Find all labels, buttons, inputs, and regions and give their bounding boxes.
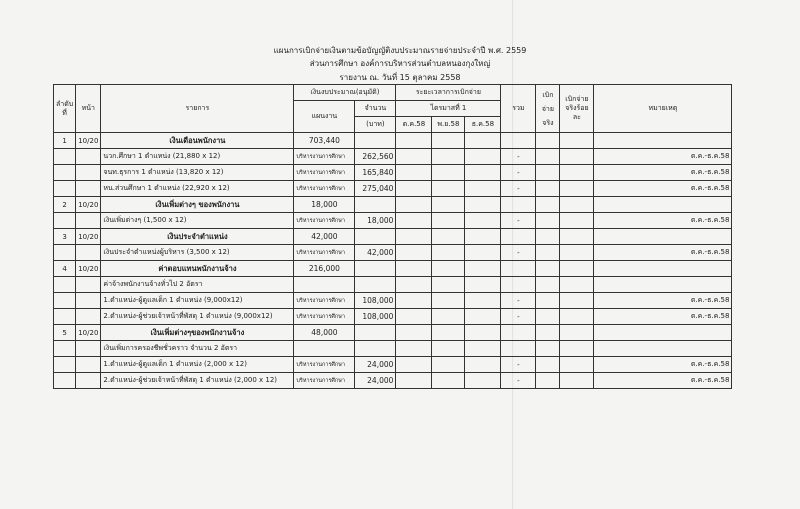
- cell-page: 10/20: [76, 197, 101, 213]
- cell-page: [76, 277, 101, 293]
- cell-total: [501, 325, 536, 341]
- cell-nov: [432, 133, 465, 149]
- cell-oct: [396, 341, 432, 357]
- cell-seq: [54, 181, 76, 197]
- cell-dec: [465, 325, 501, 341]
- cell-total: -: [501, 309, 536, 325]
- cell-plan: บริหารงานการศึกษา: [294, 293, 355, 309]
- cell-plan: [294, 341, 355, 357]
- cell-page: 10/20: [76, 229, 101, 245]
- table-row: [54, 293, 732, 309]
- cell-amount: [355, 229, 396, 245]
- cell-amount: 108,000: [355, 293, 396, 309]
- cell-page: [76, 309, 101, 325]
- cell-actual: [536, 325, 560, 341]
- section-row: [54, 197, 732, 213]
- cell-oct: [396, 181, 432, 197]
- cell-item: เงินประจำตำแหน่งผู้บริหาร (3,500 x 12): [101, 245, 294, 261]
- cell-actual: [536, 277, 560, 293]
- cell-item: 1.ตำแหน่ง-ผู้ดูแลเด็ก 1 ตำแหน่ง (9,000x12): [101, 293, 294, 309]
- cell-seq: [54, 165, 76, 181]
- cell-total: [501, 277, 536, 293]
- header-month-nov: พ.ย.58: [432, 117, 465, 133]
- cell-dec: [465, 261, 501, 277]
- header-quarter: ไตรมาสที่ 1: [396, 101, 501, 117]
- cell-total: -: [501, 357, 536, 373]
- cell-percent: [560, 277, 594, 293]
- cell-oct: [396, 357, 432, 373]
- cell-dec: [465, 133, 501, 149]
- cell-remark: ต.ค.-ธ.ค.58: [594, 293, 732, 309]
- cell-nov: [432, 197, 465, 213]
- cell-dec: [465, 277, 501, 293]
- cell-dec: [465, 149, 501, 165]
- section-row: [54, 325, 732, 341]
- cell-actual: [536, 373, 560, 389]
- cell-dec: [465, 213, 501, 229]
- cell-percent: [560, 165, 594, 181]
- cell-actual: [536, 149, 560, 165]
- cell-total: -: [501, 245, 536, 261]
- cell-item: เงินเพิ่มต่างๆของพนักงานจ้าง: [101, 325, 294, 341]
- cell-item: เงินเพิ่มการครองชีพชั่วคราว จำนวน 2 อัตรา: [101, 341, 294, 357]
- report-date: รายงาน ณ. วันที่ 15 ตุลาคม 2558: [339, 73, 461, 82]
- cell-actual: [536, 245, 560, 261]
- cell-remark: [594, 197, 732, 213]
- cell-dec: [465, 165, 501, 181]
- cell-oct: [396, 277, 432, 293]
- cell-actual: [536, 181, 560, 197]
- cell-percent: [560, 149, 594, 165]
- header-percent: เบิกจ่ายจริงร้อยละ: [560, 85, 594, 133]
- section-row: [54, 133, 732, 149]
- cell-oct: [396, 325, 432, 341]
- cell-amount: 165,840: [355, 165, 396, 181]
- cell-page: 10/20: [76, 133, 101, 149]
- cell-oct: [396, 197, 432, 213]
- cell-actual: [536, 261, 560, 277]
- table-row: [54, 373, 732, 389]
- cell-page: [76, 245, 101, 261]
- cell-percent: [560, 213, 594, 229]
- cell-item: เงินเพิ่มต่างๆ ของพนักงาน: [101, 197, 294, 213]
- table-row: [54, 357, 732, 373]
- cell-nov: [432, 357, 465, 373]
- cell-plan: บริหารงานการศึกษา: [294, 357, 355, 373]
- cell-amount: [355, 341, 396, 357]
- cell-plan: บริหารงานการศึกษา: [294, 165, 355, 181]
- cell-total: -: [501, 165, 536, 181]
- cell-remark: ต.ค.-ธ.ค.58: [594, 213, 732, 229]
- subheading-row: [54, 341, 732, 357]
- cell-total: [501, 197, 536, 213]
- cell-amount: 42,000: [355, 245, 396, 261]
- cell-percent: [560, 293, 594, 309]
- cell-seq: [54, 293, 76, 309]
- cell-dec: [465, 197, 501, 213]
- cell-total: [501, 261, 536, 277]
- header-month-oct: ต.ค.58: [396, 117, 432, 133]
- cell-remark: [594, 229, 732, 245]
- cell-seq: 2: [54, 197, 76, 213]
- cell-actual: [536, 165, 560, 181]
- subheading-row: [54, 277, 732, 293]
- cell-percent: [560, 357, 594, 373]
- cell-percent: [560, 309, 594, 325]
- cell-percent: [560, 181, 594, 197]
- table-row: [54, 149, 732, 165]
- cell-actual: [536, 213, 560, 229]
- table-row: [54, 309, 732, 325]
- cell-item: หน.ส่วนศึกษา 1 ตำแหน่ง (22,920 x 12): [101, 181, 294, 197]
- cell-plan: 48,000: [294, 325, 355, 341]
- cell-dec: [465, 341, 501, 357]
- cell-page: [76, 357, 101, 373]
- cell-actual: [536, 133, 560, 149]
- cell-percent: [560, 325, 594, 341]
- cell-seq: [54, 245, 76, 261]
- cell-plan: บริหารงานการศึกษา: [294, 149, 355, 165]
- cell-remark: ต.ค.-ธ.ค.58: [594, 165, 732, 181]
- cell-seq: [54, 373, 76, 389]
- cell-nov: [432, 373, 465, 389]
- cell-percent: [560, 261, 594, 277]
- cell-nov: [432, 245, 465, 261]
- cell-seq: [54, 277, 76, 293]
- cell-remark: ต.ค.-ธ.ค.58: [594, 149, 732, 165]
- cell-amount: [355, 261, 396, 277]
- cell-dec: [465, 293, 501, 309]
- cell-amount: 108,000: [355, 309, 396, 325]
- cell-remark: [594, 341, 732, 357]
- cell-total: -: [501, 213, 536, 229]
- cell-nov: [432, 229, 465, 245]
- cell-item: 2.ตำแหน่ง-ผู้ช่วยเจ้าหน้าที่พัสดุ 1 ตำแหน่ง (2,000 x 12): [101, 373, 294, 389]
- cell-actual: [536, 293, 560, 309]
- header-page: หน้า: [76, 85, 101, 133]
- cell-nov: [432, 149, 465, 165]
- cell-nov: [432, 309, 465, 325]
- cell-amount: 24,000: [355, 357, 396, 373]
- cell-nov: [432, 325, 465, 341]
- cell-dec: [465, 309, 501, 325]
- cell-dec: [465, 181, 501, 197]
- cell-percent: [560, 133, 594, 149]
- header-month-dec: ธ.ค.58: [465, 117, 501, 133]
- cell-percent: [560, 341, 594, 357]
- cell-amount: [355, 277, 396, 293]
- cell-actual: [536, 197, 560, 213]
- cell-remark: ต.ค.-ธ.ค.58: [594, 181, 732, 197]
- cell-item: เงินเดือนพนักงาน: [101, 133, 294, 149]
- cell-total: -: [501, 181, 536, 197]
- cell-page: [76, 341, 101, 357]
- header-amount-unit: (บาท): [355, 117, 396, 133]
- cell-total: -: [501, 149, 536, 165]
- cell-percent: [560, 373, 594, 389]
- cell-oct: [396, 229, 432, 245]
- report-title: แผนการเบิกจ่ายเงินตามข้อบัญญัติงบประมาณรายจ่ายประจำปี พ.ศ. 2559: [273, 46, 527, 55]
- header-amount: จำนวน: [355, 101, 396, 117]
- cell-oct: [396, 309, 432, 325]
- cell-oct: [396, 165, 432, 181]
- cell-total: [501, 229, 536, 245]
- cell-item: 2.ตำแหน่ง-ผู้ช่วยเจ้าหน้าที่พัสดุ 1 ตำแหน่ง (9,000x12): [101, 309, 294, 325]
- cell-item: จนท.ธุรการ 1 ตำแหน่ง (13,820 x 12): [101, 165, 294, 181]
- cell-remark: ต.ค.-ธ.ค.58: [594, 373, 732, 389]
- cell-dec: [465, 373, 501, 389]
- cell-item: เงินเพิ่มต่างๆ (1,500 x 12): [101, 213, 294, 229]
- cell-seq: [54, 357, 76, 373]
- cell-page: [76, 165, 101, 181]
- header-seq: ลำดับที่: [54, 85, 76, 133]
- cell-plan: 42,000: [294, 229, 355, 245]
- cell-total: -: [501, 293, 536, 309]
- cell-seq: [54, 149, 76, 165]
- cell-plan: 703,440: [294, 133, 355, 149]
- cell-percent: [560, 229, 594, 245]
- cell-total: -: [501, 373, 536, 389]
- cell-remark: ต.ค.-ธ.ค.58: [594, 245, 732, 261]
- cell-plan: บริหารงานการศึกษา: [294, 309, 355, 325]
- cell-total: [501, 341, 536, 357]
- cell-item: 1.ตำแหน่ง-ผู้ดูแลเด็ก 1 ตำแหน่ง (2,000 x 12): [101, 357, 294, 373]
- cell-seq: 1: [54, 133, 76, 149]
- report-subtitle: ส่วนการศึกษา องค์การบริหารส่วนตำบลหนองกุงใหญ่: [309, 59, 491, 68]
- cell-amount: [355, 325, 396, 341]
- cell-item: เงินประจำตำแหน่ง: [101, 229, 294, 245]
- cell-page: 10/20: [76, 325, 101, 341]
- cell-amount: [355, 133, 396, 149]
- cell-oct: [396, 261, 432, 277]
- cell-plan: บริหารงานการศึกษา: [294, 245, 355, 261]
- cell-plan: 18,000: [294, 197, 355, 213]
- cell-plan: บริหารงานการศึกษา: [294, 181, 355, 197]
- header-budget: เงินงบประมาณ(อนุมัติ): [294, 85, 396, 101]
- cell-nov: [432, 261, 465, 277]
- cell-amount: [355, 197, 396, 213]
- cell-actual: [536, 341, 560, 357]
- cell-dec: [465, 229, 501, 245]
- cell-remark: [594, 325, 732, 341]
- cell-page: [76, 373, 101, 389]
- cell-oct: [396, 373, 432, 389]
- table-row: [54, 165, 732, 181]
- cell-remark: ต.ค.-ธ.ค.58: [594, 309, 732, 325]
- cell-nov: [432, 277, 465, 293]
- cell-oct: [396, 293, 432, 309]
- cell-actual: [536, 309, 560, 325]
- cell-oct: [396, 133, 432, 149]
- cell-percent: [560, 245, 594, 261]
- cell-item: ค่าจ้างพนักงานจ้างทั่วไป 2 อัตรา: [101, 277, 294, 293]
- header-plan: แผนงาน: [294, 101, 355, 133]
- cell-plan: 216,000: [294, 261, 355, 277]
- cell-percent: [560, 197, 594, 213]
- cell-nov: [432, 181, 465, 197]
- cell-seq: 4: [54, 261, 76, 277]
- cell-seq: [54, 341, 76, 357]
- cell-actual: [536, 229, 560, 245]
- cell-item: นวก.ศึกษา 1 ตำแหน่ง (21,880 x 12): [101, 149, 294, 165]
- section-row: [54, 261, 732, 277]
- cell-plan: บริหารงานการศึกษา: [294, 213, 355, 229]
- cell-seq: 5: [54, 325, 76, 341]
- header-remark: หมายเหตุ: [594, 85, 732, 133]
- cell-remark: [594, 133, 732, 149]
- cell-seq: 3: [54, 229, 76, 245]
- cell-amount: 18,000: [355, 213, 396, 229]
- header-row-1: [54, 85, 732, 101]
- header-total: รวม: [501, 85, 536, 133]
- cell-plan: [294, 277, 355, 293]
- cell-total: [501, 133, 536, 149]
- cell-seq: [54, 213, 76, 229]
- cell-oct: [396, 245, 432, 261]
- header-period: ระยะเวลาการเบิกจ่าย: [396, 85, 501, 101]
- cell-amount: 275,040: [355, 181, 396, 197]
- table-row: [54, 181, 732, 197]
- cell-remark: [594, 277, 732, 293]
- table-row: [54, 245, 732, 261]
- header-item: รายการ: [101, 85, 294, 133]
- cell-amount: 24,000: [355, 373, 396, 389]
- cell-item: ค่าตอบแทนพนักงานจ้าง: [101, 261, 294, 277]
- cell-nov: [432, 213, 465, 229]
- table-row: [54, 213, 732, 229]
- cell-actual: [536, 357, 560, 373]
- cell-page: [76, 149, 101, 165]
- cell-oct: [396, 149, 432, 165]
- cell-nov: [432, 165, 465, 181]
- cell-plan: บริหารงานการศึกษา: [294, 373, 355, 389]
- cell-oct: [396, 213, 432, 229]
- cell-dec: [465, 245, 501, 261]
- cell-remark: ต.ค.-ธ.ค.58: [594, 357, 732, 373]
- cell-page: [76, 293, 101, 309]
- disbursement-table: [53, 84, 732, 389]
- cell-page: [76, 181, 101, 197]
- cell-nov: [432, 293, 465, 309]
- cell-page: [76, 213, 101, 229]
- section-row: [54, 229, 732, 245]
- cell-amount: 262,560: [355, 149, 396, 165]
- cell-dec: [465, 357, 501, 373]
- cell-seq: [54, 309, 76, 325]
- cell-nov: [432, 341, 465, 357]
- cell-page: 10/20: [76, 261, 101, 277]
- cell-remark: [594, 261, 732, 277]
- header-actual: เบิกจ่ายจริง: [536, 85, 560, 133]
